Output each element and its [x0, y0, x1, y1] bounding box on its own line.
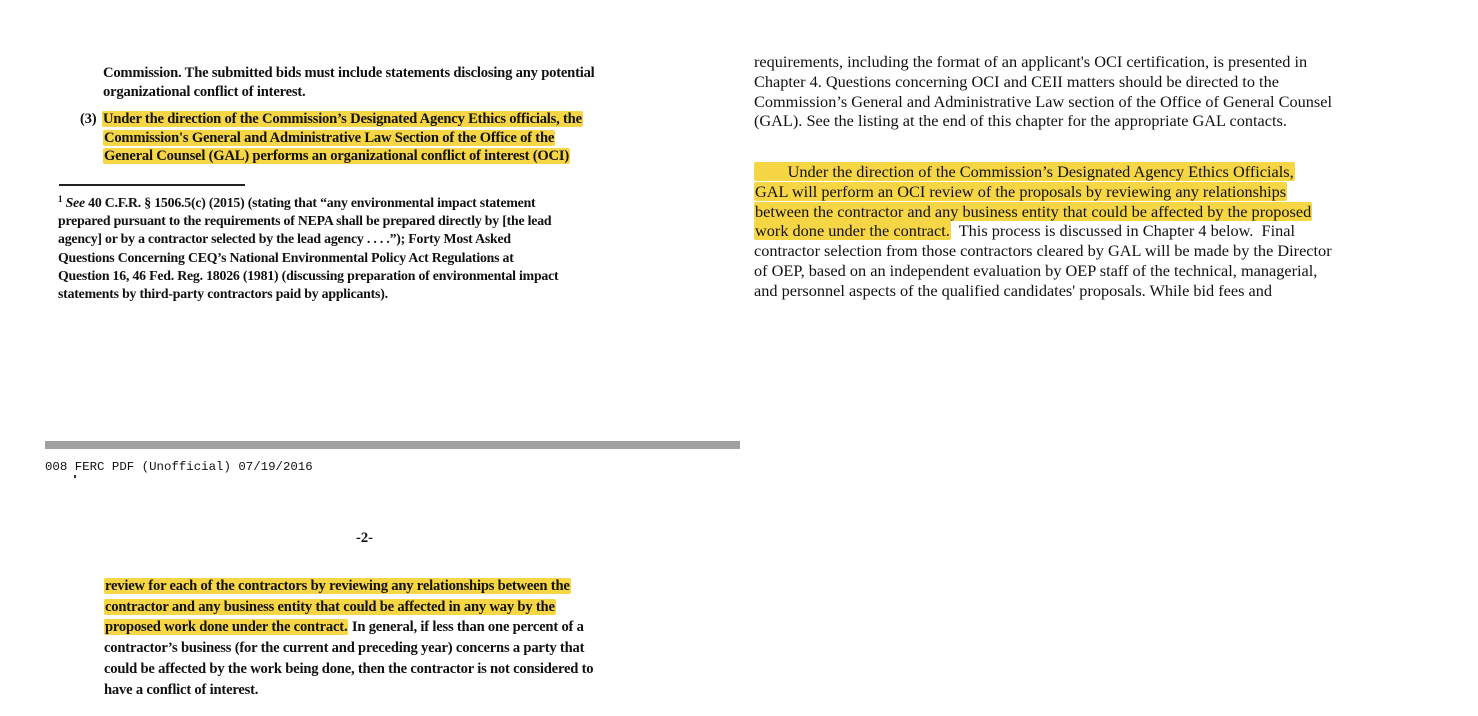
- document-header: 008 FERC PDF (Unofficial) 07/19/2016: [45, 460, 313, 474]
- highlighted-text: General Counsel (GAL) performs an organizational conflict of interest (OCI): [104, 148, 570, 164]
- oci-certification-paragraph: requirements, including the format of an applicant's OCI certification, is presented in Chapter 4. Questions concerning OCI and CEII matters should be directed to the Commission’s General and Administrative Law section of the Office of General Counsel (GAL). See the listing at the end of this chapter for the appropriate GAL contacts.: [754, 52, 1332, 131]
- oci-review-paragraph: review for each of the contractors by reviewing any relationships between the contractor and any business entity that could be affected in any way by the proposed work done under the contract. In general, if less than one percent of a contractor’s business (for the current and preceding year) concerns a party that could be affected by the work being done, then the contractor is not considered to have a conflict of interest.: [104, 578, 594, 698]
- highlighted-text: review for each of the contractors by reviewing any relationships between the: [105, 578, 570, 594]
- page-number: -2-: [356, 530, 374, 546]
- scan-mark: [74, 475, 76, 478]
- highlighted-text: work done under the contract.: [755, 221, 950, 241]
- footnote-divider: [59, 184, 245, 186]
- gal-oci-review-paragraph: Under the direction of the Commission’s Designated Agency Ethics Officials, GAL will perform an OCI review of the proposals by reviewing any relationships between the contractor and any business entity that could be affected by the proposed work done under the contract. This process is discussed in Chapter 4 below. Final contractor selection from those contractors cleared by GAL will be made by the Director of OEP, based on an independent evaluation by OEP staff of the technical, managerial, and personnel aspects of the qualified candidates' proposals. While bid fees and: [754, 162, 1332, 300]
- page-divider-bar: [45, 441, 740, 449]
- highlighted-text: contractor and any business entity that could be affected in any way by the: [105, 598, 555, 615]
- footnote: $^1$ See 40 C.F.R. § 1506.5(c) (2015) (stating that “any environmental impact statement prepared pursuant to the requirements of NEPA shall be prepared directly by [the lead agency] or by a contractor selected by the lead agency . . . .”); Forty Most Asked Questions Concerning CEQ’s National Environmental Policy Act Regulations at Question 16, 46 Fed. Reg. 18026 (1981) (discussing preparation of environmental impact statements by third-party contractors paid by applicants).: [58, 194, 559, 302]
- highlighted-text: GAL will perform an OCI review of the proposals by reviewing any relationships: [755, 181, 1287, 201]
- highlighted-text: Under the direction of the Commission’s Designated Agency Ethics officials, the: [103, 111, 582, 127]
- highlighted-text: between the contractor and any business entity that could be affected by the proposed: [755, 201, 1312, 221]
- highlighted-text: Commission's General and Administrative Law Section of the Office of the: [104, 129, 555, 146]
- highlighted-text: Under the direction of the Commission’s Designated Agency Ethics Officials,: [755, 162, 1294, 181]
- left-document-excerpt-bottom: [0, 449, 740, 698]
- numbered-item-3: [80, 110, 680, 166]
- footnote-marker: 1: [58, 194, 63, 204]
- right-document-excerpt: [742, 0, 1478, 302]
- highlighted-text: proposed work done under the contract.: [105, 619, 348, 636]
- commission-bids-paragraph: Commission. The submitted bids must include statements disclosing any potential organizational conflict of interest.: [103, 65, 595, 100]
- item-number: (3): [80, 111, 97, 127]
- left-document-excerpt-top: [0, 0, 740, 440]
